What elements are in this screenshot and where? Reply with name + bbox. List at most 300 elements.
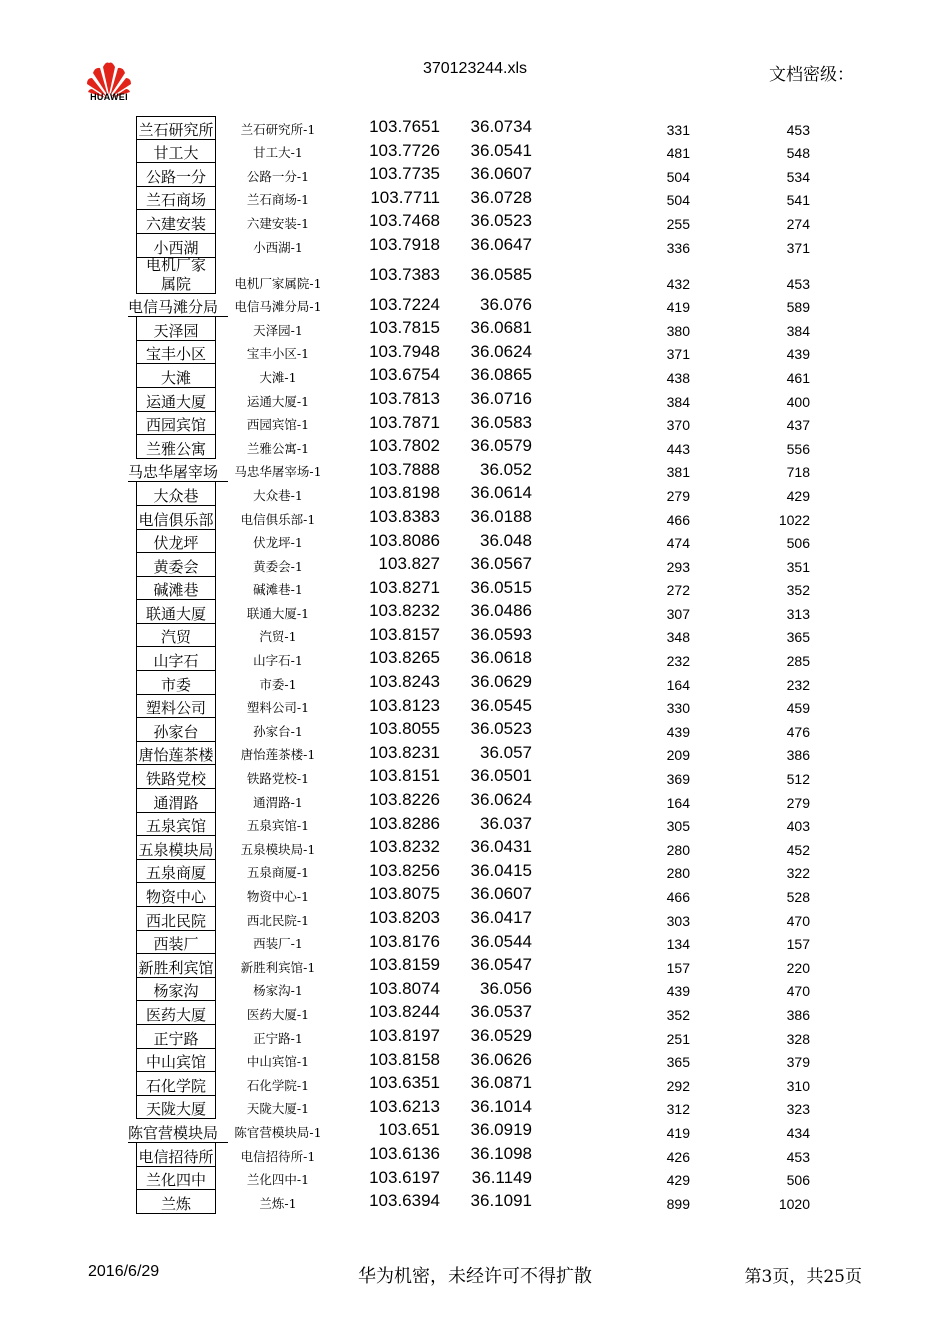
latitude-cell: 36.0871	[470, 1073, 532, 1093]
value-b-cell: 453	[786, 1148, 810, 1165]
site-name-cell: 医药大厦	[136, 1001, 216, 1025]
value-a-cell: 426	[666, 1148, 690, 1165]
cell-id-cell: 伏龙坪-1	[253, 535, 303, 551]
value-a-cell: 481	[666, 145, 690, 162]
site-name-cell: 天陇大厦	[136, 1096, 216, 1120]
value-a-cell: 419	[666, 1124, 690, 1141]
table-row	[0, 258, 950, 294]
value-b-cell: 476	[786, 723, 810, 740]
cell-id-cell: 电信招待所-1	[240, 1148, 316, 1164]
site-name-cell: 马忠华屠宰场	[128, 459, 228, 483]
table-row	[0, 931, 950, 955]
site-name-cell: 五泉商厦	[136, 860, 216, 884]
cell-id-cell: 西装厂-1	[253, 936, 303, 952]
longitude-cell: 103.827	[378, 554, 440, 574]
value-b-cell: 589	[786, 299, 810, 316]
longitude-cell: 103.6394	[369, 1191, 440, 1211]
latitude-cell: 36.0716	[470, 388, 532, 408]
latitude-cell: 36.0624	[470, 341, 532, 361]
value-a-cell: 504	[666, 192, 690, 209]
latitude-cell: 36.0431	[470, 837, 532, 857]
latitude-cell: 36.0618	[470, 648, 532, 668]
longitude-cell: 103.7651	[369, 117, 440, 136]
latitude-cell: 36.037	[480, 813, 532, 833]
value-a-cell: 209	[666, 747, 690, 764]
value-a-cell: 280	[666, 841, 690, 858]
cell-id-cell: 西园宾馆-1	[246, 417, 310, 433]
value-b-cell: 285	[786, 653, 810, 670]
value-b-cell: 470	[786, 983, 810, 1000]
longitude-cell: 103.7871	[369, 412, 440, 432]
longitude-cell: 103.8151	[369, 766, 440, 786]
table-row	[0, 163, 950, 187]
value-b-cell: 313	[786, 605, 810, 622]
table-row	[0, 1025, 950, 1049]
value-b-cell: 459	[786, 700, 810, 717]
value-a-cell: 305	[666, 818, 690, 835]
table-row	[0, 459, 950, 483]
value-b-cell: 351	[786, 558, 810, 575]
value-b-cell: 232	[786, 676, 810, 693]
site-name-cell: 大滩	[136, 364, 216, 388]
value-a-cell: 466	[666, 889, 690, 905]
value-a-cell: 429	[666, 1172, 690, 1189]
value-a-cell: 307	[666, 605, 690, 622]
latitude-cell: 36.0585	[470, 264, 532, 284]
site-name-cell: 六建安装	[136, 210, 216, 234]
cell-id-cell: 运通大厦-1	[246, 393, 310, 409]
value-b-cell: 453	[786, 275, 810, 292]
latitude-cell: 36.0544	[470, 931, 532, 951]
value-b-cell: 322	[786, 865, 810, 882]
cell-id-cell: 兰石研究所-1	[240, 121, 316, 137]
longitude-cell: 103.8226	[369, 790, 440, 810]
longitude-cell: 103.6197	[369, 1167, 440, 1187]
cell-id-cell: 兰石商场-1	[246, 192, 310, 208]
cell-id-cell: 塑料公司-1	[246, 700, 310, 716]
value-a-cell: 164	[666, 794, 690, 811]
longitude-cell: 103.8244	[369, 1002, 440, 1022]
latitude-cell: 36.0919	[470, 1120, 532, 1140]
longitude-cell: 103.8231	[369, 742, 440, 762]
value-b-cell: 718	[786, 464, 810, 481]
value-b-cell: 403	[786, 818, 810, 835]
site-name-cell: 石化学院	[136, 1072, 216, 1096]
longitude-cell: 103.6351	[369, 1073, 440, 1093]
site-name-cell: 塑料公司	[136, 695, 216, 719]
latitude-cell: 36.0501	[470, 766, 532, 786]
value-a-cell: 272	[666, 582, 690, 599]
table-row	[0, 789, 950, 813]
table-row	[0, 1001, 950, 1025]
site-name-cell: 电信马滩分局	[128, 294, 228, 318]
latitude-cell: 36.0515	[470, 577, 532, 597]
latitude-cell: 36.0593	[470, 624, 532, 644]
table-row	[0, 1190, 950, 1214]
longitude-cell: 103.8232	[369, 601, 440, 621]
table-row	[0, 140, 950, 164]
table-row	[0, 530, 950, 554]
site-name-cell: 正宁路	[136, 1025, 216, 1049]
cell-id-cell: 物资中心-1	[246, 889, 310, 904]
latitude-cell: 36.057	[480, 742, 532, 762]
table-row	[0, 435, 950, 459]
table-row	[0, 813, 950, 837]
value-b-cell: 279	[786, 794, 810, 811]
latitude-cell: 36.0607	[470, 164, 532, 184]
latitude-cell: 36.0734	[470, 117, 532, 136]
value-b-cell: 512	[786, 771, 810, 788]
table-row	[0, 718, 950, 742]
latitude-cell: 36.0529	[470, 1025, 532, 1045]
longitude-cell: 103.8383	[369, 506, 440, 526]
site-name-cell: 天泽园	[136, 317, 216, 341]
site-name-cell: 兰石研究所	[136, 116, 216, 140]
latitude-cell: 36.0523	[470, 211, 532, 231]
longitude-cell: 103.7813	[369, 388, 440, 408]
value-a-cell: 419	[666, 299, 690, 316]
latitude-cell: 36.048	[480, 530, 532, 550]
cell-id-cell: 五泉商厦-1	[246, 865, 310, 881]
value-b-cell: 1020	[778, 1195, 810, 1212]
value-b-cell: 157	[786, 936, 810, 953]
value-b-cell: 453	[786, 121, 810, 138]
longitude-cell: 103.8159	[369, 955, 440, 975]
latitude-cell: 36.0583	[470, 412, 532, 432]
cell-id-cell: 通渭路-1	[253, 794, 303, 810]
site-name-cell: 通渭路	[136, 789, 216, 813]
value-a-cell: 303	[666, 912, 690, 929]
longitude-cell: 103.8074	[369, 978, 440, 998]
table-row	[0, 412, 950, 436]
latitude-cell: 36.0415	[470, 860, 532, 880]
cell-id-cell: 中山宾馆-1	[246, 1054, 310, 1070]
site-name-cell: 新胜利宾馆	[136, 954, 216, 978]
latitude-cell: 36.056	[480, 978, 532, 998]
latitude-cell: 36.0629	[470, 672, 532, 692]
value-b-cell: 310	[786, 1077, 810, 1094]
site-name-cell: 电信俱乐部	[136, 506, 216, 530]
latitude-cell: 36.0626	[470, 1049, 532, 1069]
value-a-cell: 255	[666, 215, 690, 232]
cell-id-cell: 新胜利宾馆-1	[240, 959, 316, 975]
site-name-cell: 碱滩巷	[136, 577, 216, 601]
value-b-cell: 470	[786, 912, 810, 929]
table-row	[0, 907, 950, 931]
table-row	[0, 553, 950, 577]
longitude-cell: 103.8286	[369, 813, 440, 833]
data-table	[0, 116, 950, 1214]
table-row	[0, 341, 950, 365]
value-b-cell: 1022	[778, 511, 810, 528]
value-b-cell: 548	[786, 145, 810, 162]
longitude-cell: 103.8203	[369, 908, 440, 927]
latitude-cell: 36.0567	[470, 554, 532, 574]
cell-id-cell: 天泽园-1	[253, 322, 303, 338]
latitude-cell: 36.052	[480, 459, 532, 479]
site-name-cell: 唐怡莲茶楼	[136, 742, 216, 766]
table-row	[0, 294, 950, 318]
value-a-cell: 312	[666, 1101, 690, 1118]
longitude-cell: 103.6213	[369, 1096, 440, 1116]
cell-id-cell: 六建安装-1	[246, 215, 310, 231]
site-name-cell: 黄委会	[136, 553, 216, 577]
footer-confidential-notice: 华为机密，未经许可不得扩散	[358, 1266, 592, 1287]
latitude-cell: 36.0188	[470, 506, 532, 526]
table-row	[0, 116, 950, 140]
cell-id-cell: 唐怡莲茶楼-1	[240, 747, 316, 763]
latitude-cell: 36.1098	[470, 1143, 532, 1163]
site-name-cell: 电信招待所	[136, 1143, 216, 1167]
document-title: 370123244.xls	[422, 60, 528, 77]
site-name-cell: 运通大厦	[136, 388, 216, 412]
value-b-cell: 371	[786, 239, 810, 256]
longitude-cell: 103.651	[378, 1120, 440, 1140]
value-b-cell: 541	[786, 192, 810, 209]
cell-id-cell: 电机厂家属院-1	[234, 275, 322, 291]
cell-id-cell: 医药大厦-1	[246, 1006, 310, 1022]
longitude-cell: 103.8157	[369, 624, 440, 644]
longitude-cell: 103.6136	[369, 1143, 440, 1163]
logo-wordmark: HUAWEI	[90, 92, 128, 102]
longitude-cell: 103.7735	[369, 164, 440, 184]
table-row	[0, 695, 950, 719]
longitude-cell: 103.8265	[369, 648, 440, 668]
table-row	[0, 317, 950, 341]
cell-id-cell: 碱滩巷-1	[253, 582, 303, 598]
longitude-cell: 103.7468	[369, 211, 440, 231]
table-row	[0, 1119, 950, 1143]
site-name-cell: 兰化四中	[136, 1167, 216, 1191]
value-b-cell: 452	[786, 841, 810, 858]
value-b-cell: 220	[786, 959, 810, 976]
site-name-cell: 西园宾馆	[136, 412, 216, 436]
cell-id-cell: 天陇大厦-1	[246, 1101, 310, 1117]
value-a-cell: 336	[666, 239, 690, 256]
site-name-cell: 电机厂家属院	[136, 258, 216, 294]
value-a-cell: 365	[666, 1054, 690, 1071]
table-row	[0, 860, 950, 884]
value-b-cell: 323	[786, 1101, 810, 1118]
table-row	[0, 388, 950, 412]
value-a-cell: 439	[666, 723, 690, 740]
longitude-cell: 103.8158	[369, 1049, 440, 1069]
value-a-cell: 438	[666, 369, 690, 386]
value-b-cell: 556	[786, 440, 810, 457]
value-b-cell: 439	[786, 346, 810, 363]
value-b-cell: 352	[786, 582, 810, 599]
latitude-cell: 36.076	[480, 294, 532, 314]
value-a-cell: 164	[666, 676, 690, 693]
latitude-cell: 36.0545	[470, 695, 532, 715]
longitude-cell: 103.8197	[369, 1025, 440, 1045]
table-row	[0, 210, 950, 234]
value-b-cell: 434	[786, 1124, 810, 1141]
latitude-cell: 36.0624	[470, 790, 532, 810]
cell-id-cell: 联通大厦-1	[246, 605, 310, 621]
value-b-cell: 506	[786, 1172, 810, 1189]
site-name-cell: 五泉宾馆	[136, 813, 216, 837]
cell-id-cell: 铁路党校-1	[246, 771, 310, 787]
value-b-cell: 461	[786, 369, 810, 386]
latitude-cell: 36.1014	[470, 1096, 532, 1116]
longitude-cell: 103.8256	[369, 860, 440, 880]
value-b-cell: 429	[786, 487, 810, 504]
value-a-cell: 466	[666, 511, 690, 528]
value-a-cell: 474	[666, 535, 690, 552]
longitude-cell: 103.7383	[369, 264, 440, 284]
value-b-cell: 386	[786, 1006, 810, 1023]
cell-id-cell: 西北民院-1	[246, 912, 310, 928]
longitude-cell: 103.8055	[369, 719, 440, 739]
longitude-cell: 103.8075	[369, 884, 440, 904]
site-name-cell: 陈官营模块局	[128, 1119, 228, 1143]
table-row	[0, 1072, 950, 1096]
latitude-cell: 36.0541	[470, 140, 532, 160]
value-a-cell: 134	[666, 936, 690, 953]
longitude-cell: 103.7726	[369, 140, 440, 160]
value-a-cell: 292	[666, 1077, 690, 1094]
table-row	[0, 978, 950, 1002]
value-b-cell: 400	[786, 393, 810, 410]
value-a-cell: 380	[666, 322, 690, 339]
table-row	[0, 1096, 950, 1120]
cell-id-cell: 山字石-1	[253, 653, 303, 669]
longitude-cell: 103.7948	[369, 341, 440, 361]
value-a-cell: 371	[666, 346, 690, 363]
cell-id-cell: 汽贸-1	[259, 629, 297, 645]
table-row	[0, 954, 950, 978]
value-a-cell: 370	[666, 417, 690, 434]
cell-id-cell: 石化学院-1	[246, 1077, 310, 1093]
site-name-cell: 兰雅公寓	[136, 435, 216, 459]
table-row	[0, 883, 950, 907]
table-row	[0, 1049, 950, 1073]
table-row	[0, 765, 950, 789]
latitude-cell: 36.0728	[470, 187, 532, 207]
cell-id-cell: 孙家台-1	[253, 723, 303, 739]
table-row	[0, 364, 950, 388]
table-row	[0, 624, 950, 648]
value-b-cell: 437	[786, 417, 810, 434]
site-name-cell: 兰石商场	[136, 187, 216, 211]
value-b-cell: 528	[786, 889, 810, 905]
latitude-cell: 36.0614	[470, 483, 532, 503]
cell-id-cell: 市委-1	[259, 676, 297, 692]
latitude-cell: 36.0647	[470, 234, 532, 254]
value-a-cell: 232	[666, 653, 690, 670]
value-b-cell: 384	[786, 322, 810, 339]
site-name-cell: 甘工大	[136, 140, 216, 164]
latitude-cell: 36.0486	[470, 601, 532, 621]
value-a-cell: 443	[666, 440, 690, 457]
cell-id-cell: 公路一分-1	[246, 168, 310, 184]
cell-id-cell: 兰雅公寓-1	[246, 440, 310, 456]
value-a-cell: 384	[666, 393, 690, 410]
value-a-cell: 348	[666, 629, 690, 646]
value-b-cell: 328	[786, 1030, 810, 1047]
cell-id-cell: 大众巷-1	[253, 487, 303, 503]
cell-id-cell: 兰化四中-1	[246, 1172, 310, 1188]
value-a-cell: 280	[666, 865, 690, 882]
site-name-cell: 山字石	[136, 647, 216, 671]
value-a-cell: 432	[666, 275, 690, 292]
value-b-cell: 506	[786, 535, 810, 552]
cell-id-cell: 电信俱乐部-1	[240, 511, 316, 527]
value-a-cell: 157	[666, 959, 690, 976]
site-name-cell: 宝丰小区	[136, 341, 216, 365]
longitude-cell: 103.7888	[369, 459, 440, 479]
longitude-cell: 103.8123	[369, 695, 440, 715]
value-a-cell: 330	[666, 700, 690, 717]
longitude-cell: 103.7711	[370, 187, 440, 207]
value-a-cell: 381	[666, 464, 690, 481]
site-name-cell: 伏龙坪	[136, 530, 216, 554]
value-a-cell: 293	[666, 558, 690, 575]
value-a-cell: 369	[666, 771, 690, 788]
cell-id-cell: 陈官营模块局-1	[234, 1124, 322, 1140]
cell-id-cell: 黄委会-1	[253, 558, 303, 574]
site-name-cell: 杨家沟	[136, 978, 216, 1002]
longitude-cell: 103.7918	[369, 234, 440, 254]
cell-id-cell: 大滩-1	[259, 369, 297, 385]
value-a-cell: 331	[666, 121, 690, 138]
value-b-cell: 274	[786, 215, 810, 232]
cell-id-cell: 五泉模块局-1	[240, 841, 316, 857]
cell-id-cell: 五泉宾馆-1	[246, 818, 310, 834]
value-a-cell: 251	[666, 1030, 690, 1047]
cell-id-cell: 正宁路-1	[253, 1030, 303, 1046]
longitude-cell: 103.8243	[369, 672, 440, 692]
longitude-cell: 103.8176	[369, 931, 440, 951]
longitude-cell: 103.7224	[369, 294, 440, 314]
site-name-cell: 公路一分	[136, 163, 216, 187]
site-name-cell: 西北民院	[136, 907, 216, 931]
value-b-cell: 386	[786, 747, 810, 764]
cell-id-cell: 杨家沟-1	[253, 983, 303, 999]
table-row	[0, 506, 950, 530]
footer-page-number: 第3页，共25页	[744, 1267, 862, 1287]
footer-date: 2016/6/29	[88, 1263, 160, 1280]
cell-id-cell: 小西湖-1	[253, 239, 303, 255]
table-row	[0, 600, 950, 624]
latitude-cell: 36.0681	[470, 318, 532, 338]
site-name-cell: 西装厂	[136, 931, 216, 955]
site-name-cell: 铁路党校	[136, 765, 216, 789]
value-a-cell: 352	[666, 1006, 690, 1023]
table-row	[0, 647, 950, 671]
table-row	[0, 742, 950, 766]
cell-id-cell: 兰炼-1	[259, 1195, 297, 1211]
latitude-cell: 36.0537	[470, 1002, 532, 1022]
latitude-cell: 36.0865	[470, 365, 532, 385]
latitude-cell: 36.1091	[470, 1191, 532, 1211]
latitude-cell: 36.1149	[471, 1167, 532, 1187]
site-name-cell: 市委	[136, 671, 216, 695]
longitude-cell: 103.8198	[369, 483, 440, 503]
site-name-cell: 中山宾馆	[136, 1049, 216, 1073]
longitude-cell: 103.8086	[369, 530, 440, 550]
latitude-cell: 36.0579	[470, 436, 532, 456]
longitude-cell: 103.6754	[369, 365, 440, 385]
security-level-label: 文档密级：	[769, 65, 854, 85]
site-name-cell: 汽贸	[136, 624, 216, 648]
site-name-cell: 联通大厦	[136, 600, 216, 624]
value-a-cell: 504	[666, 168, 690, 185]
latitude-cell: 36.0523	[470, 719, 532, 739]
cell-id-cell: 电信马滩分局-1	[234, 299, 322, 315]
cell-id-cell: 甘工大-1	[253, 145, 303, 161]
